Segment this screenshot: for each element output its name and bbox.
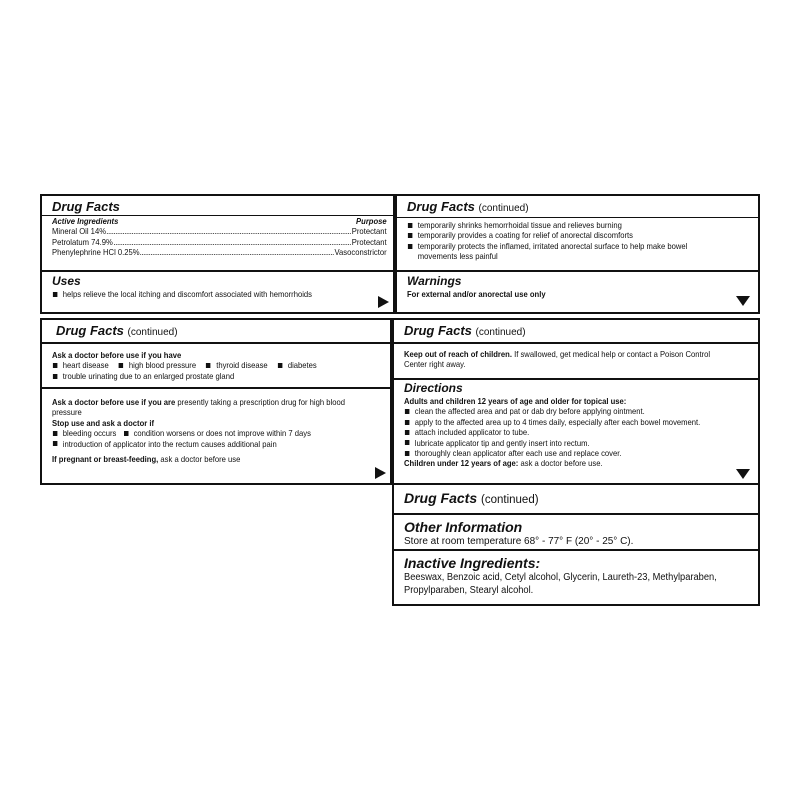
arrow-right-icon	[375, 467, 386, 479]
panel-drug-facts-3	[40, 318, 392, 485]
panel-header: Drug Facts (continued)	[404, 323, 526, 338]
ask-doctor-heading: Ask a doctor before use if you have	[52, 350, 182, 360]
ingredient-row: Phenylephrine HCl 0.25% Vasoconstrictor	[52, 247, 387, 258]
panel-drug-facts-1	[40, 194, 395, 314]
uses-title: Uses	[52, 274, 81, 288]
arrow-down-icon	[736, 469, 750, 479]
purpose-heading: Purpose	[356, 216, 387, 226]
warnings-section	[397, 270, 758, 312]
stop-use-heading: Stop use and ask a doctor if	[52, 417, 155, 428]
list-item: attach included applicator to tube.	[404, 427, 717, 437]
bullet-icon	[53, 292, 58, 297]
panel-title: Drug Facts	[52, 199, 120, 214]
directions-subtitle: Adults and children 12 years of age and older for topical use:	[404, 396, 627, 406]
inactive-ingredients-title: Inactive Ingredients:	[404, 555, 541, 571]
arrow-down-icon	[736, 296, 750, 306]
active-ingredients-section	[42, 196, 393, 270]
panel-drug-facts-5	[392, 483, 760, 606]
inactive-ingredients-text: Beeswax, Benzoic acid, Cetyl alcohol, Glycerin, Laureth-23, Methylparaben, Propylparaben, Stearyl alcohol.	[404, 572, 717, 596]
arrow-right-icon	[378, 296, 389, 308]
ingredient-row: Mineral Oil 14% Protectant	[52, 226, 387, 237]
other-information-title: Other Information	[404, 519, 523, 535]
conditions-list: heart disease high blood pressure thyroid disease diabetes	[52, 360, 351, 370]
uses-section	[42, 270, 393, 312]
directions-title: Directions	[404, 381, 463, 395]
panel-drug-facts-2	[395, 194, 760, 314]
uses-continued-section	[397, 196, 758, 270]
keep-out-of-reach-section: Keep out of reach of children. If swallowed, get medical help or contact a Poison Control Center right away.	[394, 342, 758, 378]
ingredient-row: Petrolatum 74.9% Protectant	[52, 236, 387, 247]
panel-title: Drug Facts (continued)	[407, 199, 529, 214]
list-item: thoroughly clean applicator after each use and replace cover.	[404, 448, 717, 458]
directions-section: Directions Adults and children 12 years of age and older for topical use: clean the affected area and pat or dab dry before applying ointment. apply to the affected area up to 4 times daily, especially after each bowel movement. attach included applicator to tube. lubricate applicator tip and gently insert into rectum. thoroughly clean applicator after each use and replace cover. Children under 12 years of age: ask a doctor before use.	[394, 378, 758, 485]
ask-doctor-if-you-are-section: Ask a doctor before use if you are presently taking a prescription drug for high blood pressure Stop use and ask a doctor if bleeding occurs condition worsens or does not improve within 7 days introduction of applicator into the rectum causes additional pain If pregnant or breast-feeding, ask a doctor before use	[42, 387, 390, 483]
uses-item: helps relieve the local itching and discomfort associated with hemorrhoids	[62, 289, 312, 299]
panel-header: Drug Facts (continued)	[404, 490, 539, 506]
other-information-section	[394, 513, 758, 549]
list-item: lubricate applicator tip and gently insert into rectum.	[404, 438, 717, 448]
list-item: temporarily provides a coating for relief of anorectal discomforts	[407, 230, 718, 240]
warnings-subtitle: For external and/or anorectal use only	[407, 289, 546, 299]
inactive-ingredients-section	[394, 549, 758, 604]
storage-text: Store at room temperature 68° - 77° F (20° - 25° C).	[404, 536, 634, 547]
panel-drug-facts-4	[392, 318, 760, 485]
list-item: temporarily shrinks hemorrhoidal tissue and relieves burning	[407, 220, 718, 230]
list-item: apply to the affected area up to 4 times daily, especially after each bowel movement.	[404, 417, 717, 427]
active-ingredients-heading: Active Ingredients	[52, 216, 119, 226]
list-item: temporarily protects the inflamed, irritated anorectal surface to help make bowel movements less painful	[407, 241, 718, 262]
list-item: clean the affected area and pat or dab dry before applying ointment.	[404, 406, 717, 416]
warnings-title: Warnings	[407, 274, 462, 288]
panel-header: Drug Facts (continued)	[56, 323, 178, 338]
ask-doctor-section: Ask a doctor before use if you have heart disease high blood pressure thyroid disease diabetes trouble urinating due to an enlarged prostate gland	[42, 342, 390, 387]
